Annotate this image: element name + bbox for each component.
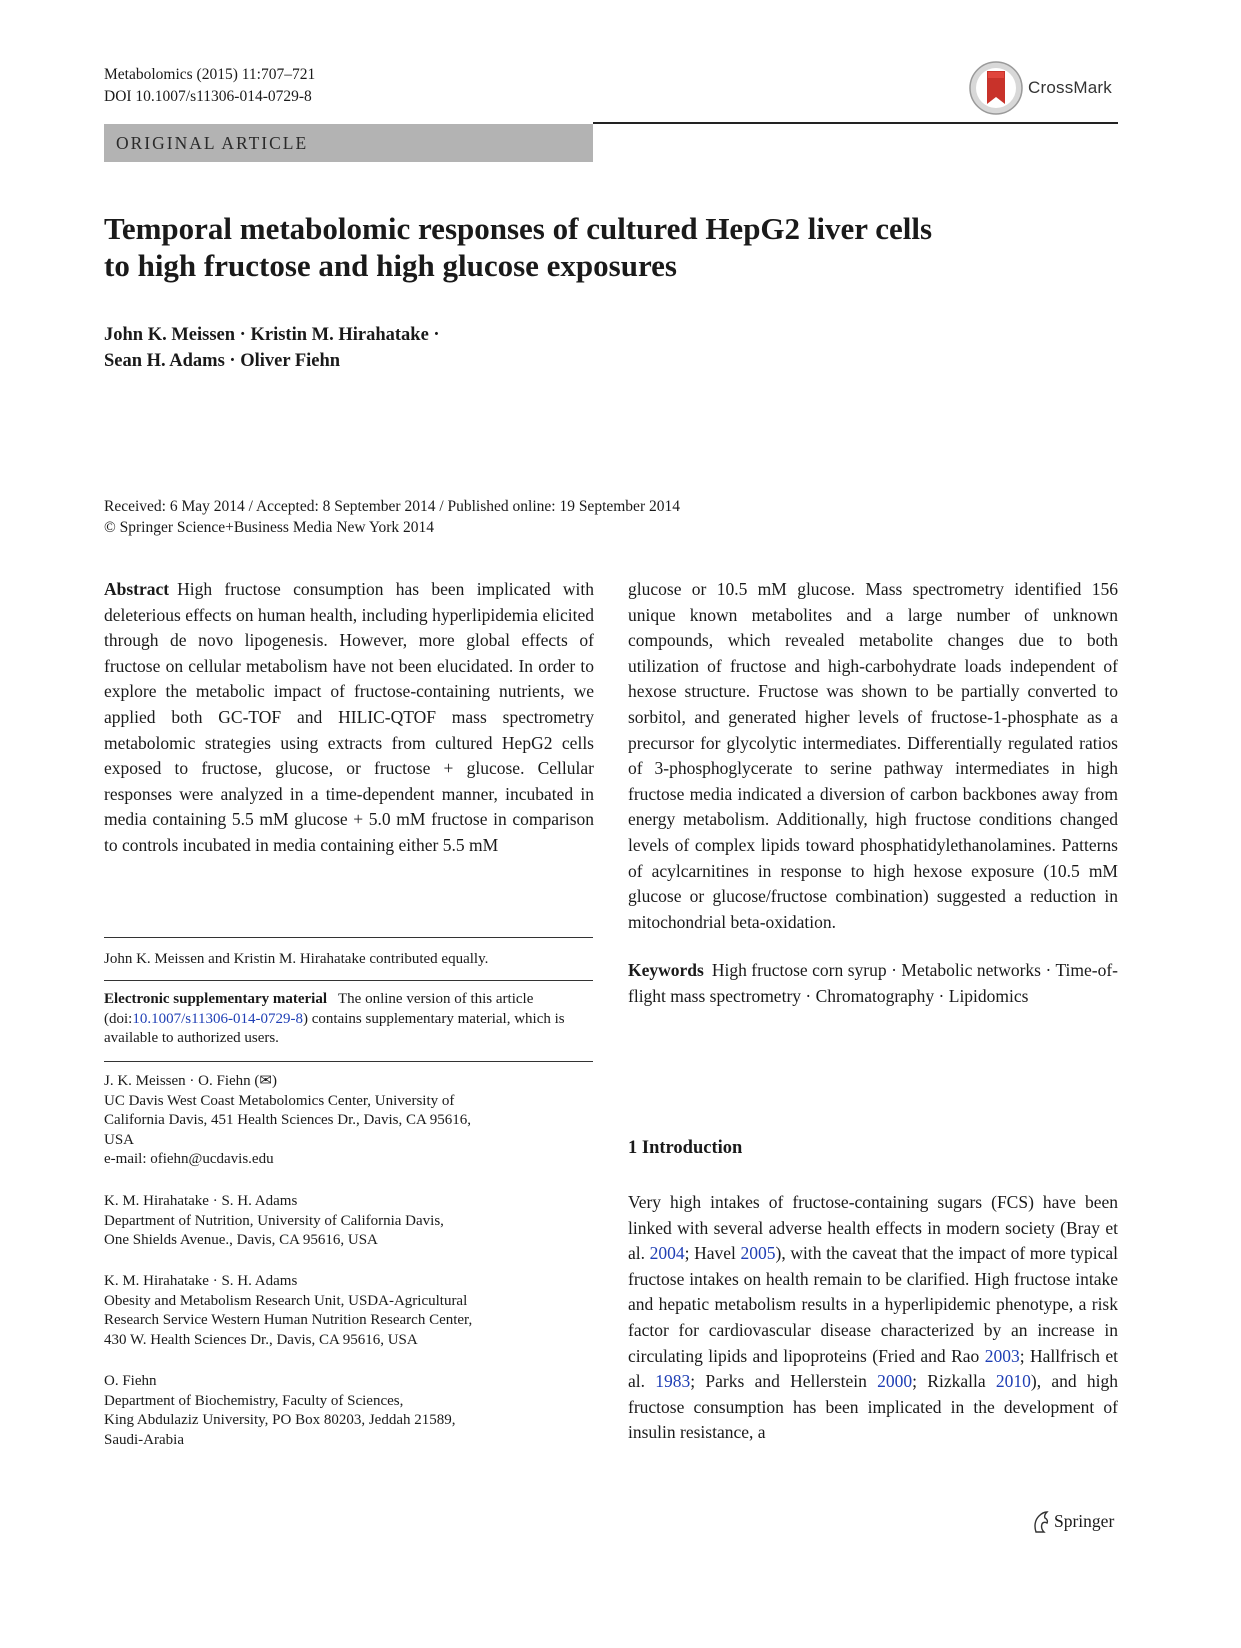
crossmark-badge[interactable] xyxy=(968,60,1118,120)
affiliation-block xyxy=(104,1072,594,1170)
intro-text: ), and high fructose consumption has been implicated in the development of insulin resistance, a xyxy=(628,1371,1118,1443)
journal-line: Metabolomics (2015) 11:707–721 xyxy=(104,66,316,83)
introduction-body xyxy=(628,1190,1118,1446)
doi-line: DOI 10.1007/s11306-014-0729-8 xyxy=(104,88,312,105)
footnote-rule xyxy=(104,980,593,981)
citation-link[interactable]: 2003 xyxy=(984,1345,1020,1366)
footnote-rule xyxy=(104,937,593,938)
affiliation-line: Saudi-Arabia xyxy=(104,1431,184,1448)
journal-citation xyxy=(104,64,315,108)
author-line: John K. Meissen · Kristin M. Hirahatake · xyxy=(104,325,440,345)
esm-text-after: ) contains supplementary material, which is available to authorized users. xyxy=(104,1010,565,1046)
abstract-left-column xyxy=(104,577,594,859)
copyright-line: © Springer Science+Business Media New York 2014 xyxy=(104,519,435,536)
crossmark-label: CrossMark xyxy=(1028,78,1112,97)
abstract-label: Abstract xyxy=(104,579,170,599)
affiliation-line: USA xyxy=(104,1131,135,1148)
publisher-name: Springer xyxy=(1054,1511,1115,1531)
footnote-rule xyxy=(104,1061,593,1062)
abstract-paragraph xyxy=(104,577,594,859)
affiliation-names: K. M. Hirahatake · S. H. Adams xyxy=(104,1193,298,1209)
citation-link[interactable]: 2004 xyxy=(649,1243,685,1264)
affiliation-email[interactable]: e-mail: ofiehn@ucdavis.edu xyxy=(104,1151,274,1167)
esm-text-before: The online version of this article (doi: xyxy=(104,991,534,1027)
dates-line: Received: 6 May 2014 / Accepted: 8 September 2014 / Published online: 19 September 2014 xyxy=(104,498,680,515)
introduction-paragraph xyxy=(628,1190,1118,1446)
intro-text: ; Parks and Hellerstein xyxy=(690,1371,878,1392)
keywords-paragraph xyxy=(628,958,1118,1009)
affiliation-names: K. M. Hirahatake · S. H. Adams xyxy=(104,1273,298,1289)
affiliation-line: Research Service Western Human Nutrition Research Center, xyxy=(104,1312,473,1328)
esm-doi-link[interactable]: 10.1007/s11306-014-0729-8 xyxy=(132,1010,304,1027)
publisher-logo xyxy=(1030,1508,1130,1536)
title-line: to high fructose and high glucose exposures xyxy=(104,248,677,283)
affiliation-line: One Shields Avenue., Davis, CA 95616, USA xyxy=(104,1232,378,1248)
article-type-banner xyxy=(104,124,593,162)
intro-text: ; Hallfrisch et al. xyxy=(628,1345,1118,1392)
paper-title xyxy=(104,210,1114,284)
crossmark-icon xyxy=(968,60,1024,116)
intro-text: ; Rizkalla xyxy=(912,1371,996,1392)
citation-link[interactable]: 1983 xyxy=(655,1371,691,1392)
affiliation-block xyxy=(104,1372,594,1450)
citation-link[interactable]: 2005 xyxy=(740,1243,776,1264)
equal-contribution-note: John K. Meissen and Kristin M. Hirahatake contributed equally. xyxy=(104,951,489,967)
article-type-label: ORIGINAL ARTICLE xyxy=(116,133,309,153)
affiliation-line: UC Davis West Coast Metabolomics Center, University of xyxy=(104,1092,455,1109)
intro-text: Very high intakes of fructose-containing sugars (FCS) have been linked with several adverse health effects in modern society (Bray et al. xyxy=(628,1192,1118,1264)
publication-dates xyxy=(104,496,680,538)
intro-text: ), with the caveat that the impact of more typical fructose intakes on health remain to be clarified. High fructose intake and hepatic metabolism results in a hyperlipidemic phenotype, a risk factor for cardiovascular disease characterized by an increase in circulating lipids and lipoproteins (Fried and Rao xyxy=(628,1243,1118,1366)
abstract-text-left: High fructose consumption has been implicated with deleterious effects on human health, including hyperlipidemia elicited through de novo lipogenesis. However, more global effects of fructose on cellular metabolism have not been elucidated. In order to explore the metabolic impact of fructose-containing nutrients, we applied both GC-TOF and HILIC-QTOF mass spectrometry metabolomic strategies using extracts from cultured HepG2 cells exposed to fructose, glucose, or fructose + glucose. Cellular responses were analyzed in a time-dependent manner, incubated in media containing 5.5 mM glucose + 5.0 mM fructose in comparison to controls incubated in media containing either 5.5 mM xyxy=(104,579,594,855)
affiliation-names: J. K. Meissen · O. Fiehn (✉) xyxy=(104,1073,277,1089)
affiliation-block xyxy=(104,1192,594,1251)
affiliation-line: Obesity and Metabolism Research Unit, USDA-Agricultural xyxy=(104,1292,468,1309)
esm-label: Electronic supplementary material xyxy=(104,991,328,1007)
affiliation-line: King Abdulaziz University, PO Box 80203, Jeddah 21589, xyxy=(104,1412,456,1428)
esm-note xyxy=(104,990,594,1049)
abstract-right-column xyxy=(628,577,1118,1010)
springer-horse-icon xyxy=(1030,1510,1052,1534)
affiliation-line: 430 W. Health Sciences Dr., Davis, CA 95616, USA xyxy=(104,1331,418,1348)
affiliation-line: California Davis, 451 Health Sciences Dr., Davis, CA 95616, xyxy=(104,1112,472,1128)
affiliation-block xyxy=(104,1272,594,1350)
author-list xyxy=(104,322,440,374)
abstract-text-right: glucose or 10.5 mM glucose. Mass spectrometry identified 156 unique known metabolites and a large number of unknown compounds, which revealed metabolite changes due to both utilization of fructose and high-carbohydrate loads independent of hexose structure. Fructose was shown to be partially converted to sorbitol, and generated higher levels of fructose-1-phosphate as a precursor for glycolytic intermediates. Differentially regulated ratios of 3-phosphoglycerate to serine pathway intermediates in high fructose media indicated a diversion of carbon backbones away from energy metabolism. Additionally, high fructose conditions changed levels of complex lipids toward phosphatidylethanolamines. Patterns of acylcarnitines in response to high hexose exposure (10.5 mM glucose or glucose/fructose combination) suggested a reduction in mitochondrial beta-oxidation. xyxy=(628,579,1118,932)
intro-text: ; Havel xyxy=(684,1243,741,1264)
affiliation-line: Department of Biochemistry, Faculty of Sciences, xyxy=(104,1392,404,1409)
header-rule xyxy=(593,122,1118,124)
citation-link[interactable]: 2000 xyxy=(877,1371,913,1392)
citation-link[interactable]: 2010 xyxy=(995,1371,1031,1392)
keywords-label: Keywords xyxy=(628,960,704,981)
keywords-text: High fructose corn syrup · Metabolic networks · Time-of-flight mass spectrometry · Chromatography · Lipidomics xyxy=(628,960,1118,1006)
author-line: Sean H. Adams · Oliver Fiehn xyxy=(104,351,341,371)
title-line: Temporal metabolomic responses of cultured HepG2 liver cells xyxy=(104,211,933,246)
affiliation-line: Department of Nutrition, University of California Davis, xyxy=(104,1212,444,1229)
introduction-heading: 1 Introduction xyxy=(628,1138,743,1158)
affiliation-names: O. Fiehn xyxy=(104,1373,157,1389)
